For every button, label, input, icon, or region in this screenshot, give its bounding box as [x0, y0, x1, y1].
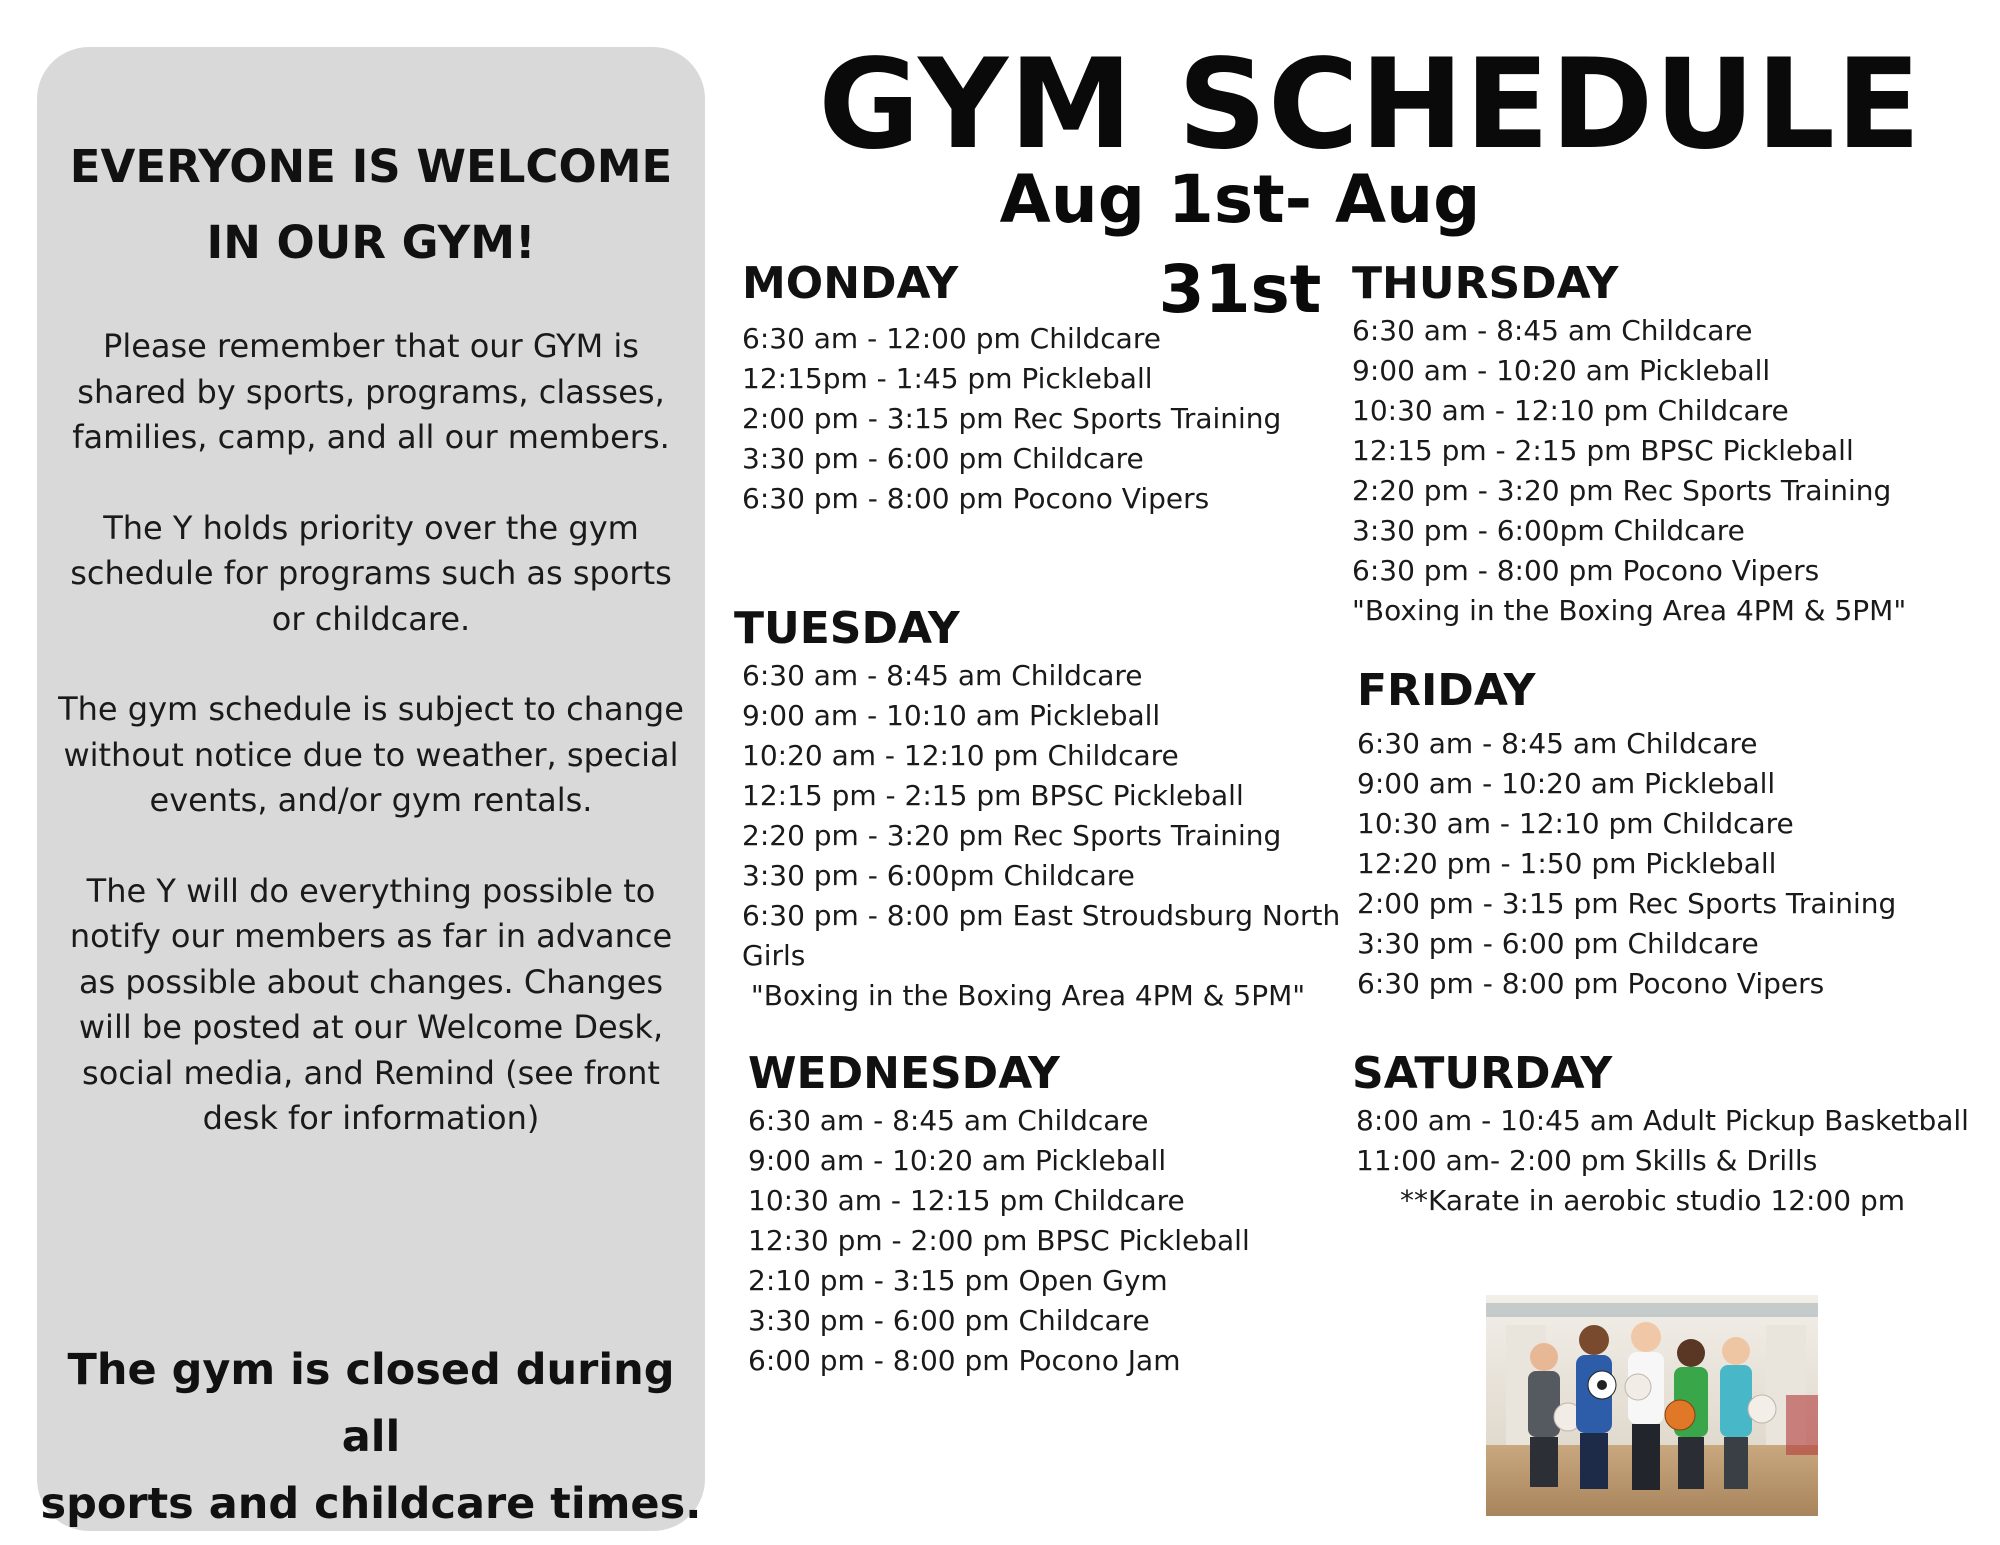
policy-line: families, camp, and all our members.: [72, 418, 670, 456]
day-heading: FRIDAY: [1357, 665, 1536, 716]
schedule-item: 6:30 am - 8:45 am Childcare: [748, 1104, 1149, 1137]
policy-paragraph: [57, 506, 685, 643]
schedule-item: 10:20 am - 12:10 pm Childcare: [742, 739, 1179, 772]
schedule-item: 3:30 pm - 6:00 pm Childcare: [742, 442, 1144, 475]
day-monday: [742, 257, 1281, 519]
policy-line: will be posted at our Welcome Desk,: [78, 1008, 664, 1046]
schedule-item: 6:30 am - 12:00 pm Childcare: [742, 322, 1161, 355]
schedule-item: 2:20 pm - 3:20 pm Rec Sports Training: [1352, 474, 1892, 507]
day-heading: SATURDAY: [1352, 1048, 1613, 1099]
closed-notice: [37, 1337, 705, 1538]
policy-line: Please remember that our GYM is: [103, 327, 639, 365]
schedule-item: 2:10 pm - 3:15 pm Open Gym: [748, 1264, 1168, 1297]
schedule-list: [1352, 311, 1906, 631]
day-friday: [1357, 664, 1896, 1004]
day-heading: MONDAY: [742, 258, 959, 309]
schedule-item: 3:30 pm - 6:00pm Childcare: [1352, 514, 1745, 547]
karate-note: **Karate in aerobic studio 12:00 pm: [1400, 1184, 1906, 1217]
closed-notice-line-1: The gym is closed during all: [67, 1345, 675, 1462]
welcome-heading: [37, 129, 705, 281]
schedule-item: 10:30 am - 12:10 pm Childcare: [1357, 807, 1794, 840]
date-range: Aug 1st- Aug 31st: [999, 161, 1481, 328]
policy-line: without notice due to weather, special: [63, 735, 679, 774]
policy-paragraph: [57, 869, 685, 1142]
schedule-item: 12:15 pm - 2:15 pm BPSC Pickleball: [742, 779, 1244, 812]
schedule-item: 6:30 am - 8:45 am Childcare: [1352, 314, 1753, 347]
day-heading: WEDNESDAY: [748, 1048, 1060, 1099]
page-title: GYM SCHEDULE: [818, 33, 1922, 177]
schedule-item: 9:00 am - 10:10 am Pickleball: [742, 699, 1161, 732]
info-panel: [37, 47, 705, 1531]
schedule-list: [742, 656, 1340, 1016]
policy-line: schedule for programs such as sports: [70, 554, 672, 592]
day-heading: TUESDAY: [734, 603, 960, 654]
schedule-item: 11:00 am- 2:00 pm Skills & Drills: [1356, 1144, 1818, 1177]
schedule-item: 6:00 pm - 8:00 pm Pocono Jam: [748, 1344, 1181, 1377]
schedule-item: 2:00 pm - 3:15 pm Rec Sports Training: [1357, 887, 1897, 920]
schedule-list: [1357, 724, 1896, 1004]
schedule-item: 12:15 pm - 2:15 pm BPSC Pickleball: [1352, 434, 1854, 467]
policy-line: desk for information): [202, 1099, 540, 1137]
policy-line: or childcare.: [271, 599, 471, 638]
schedule-item: 10:30 am - 12:15 pm Childcare: [748, 1184, 1185, 1217]
schedule-item: 12:15pm - 1:45 pm Pickleball: [742, 362, 1153, 395]
schedule-item: 10:30 am - 12:10 pm Childcare: [1352, 394, 1789, 427]
welcome-heading-line-2: IN OUR GYM!: [206, 216, 536, 269]
kids-sports-photo: [1486, 1295, 1818, 1516]
schedule-item: "Boxing in the Boxing Area 4PM & 5PM": [1352, 594, 1907, 627]
policy-line: notify our members as far in advance: [69, 917, 673, 955]
schedule-item: 12:30 pm - 2:00 pm BPSC Pickleball: [748, 1224, 1250, 1257]
welcome-heading-line-1: EVERYONE IS WELCOME: [69, 140, 673, 193]
schedule-list: [742, 319, 1281, 519]
schedule-item: "Boxing in the Boxing Area 4PM & 5PM": [742, 979, 1306, 1012]
policy-line: as possible about changes. Changes: [78, 962, 664, 1001]
day-saturday: [1352, 1047, 1969, 1221]
schedule-item: 3:30 pm - 6:00pm Childcare: [742, 859, 1135, 892]
schedule-item: 9:00 am - 10:20 am Pickleball: [748, 1144, 1167, 1177]
schedule-item: 2:20 pm - 3:20 pm Rec Sports Training: [742, 819, 1282, 852]
schedule-item: 6:30 am - 8:45 am Childcare: [742, 659, 1143, 692]
schedule-item: 6:30 pm - 8:00 pm Pocono Vipers: [742, 482, 1210, 515]
policy-line: The Y holds priority over the gym: [103, 508, 639, 547]
day-wednesday: [748, 1047, 1250, 1381]
closed-notice-line-2: sports and childcare times.: [40, 1479, 702, 1529]
policy-line: events, and/or gym rentals.: [149, 781, 593, 819]
schedule-item: Girls: [742, 939, 806, 972]
day-heading: THURSDAY: [1352, 258, 1619, 309]
schedule-list: [1356, 1101, 1969, 1221]
schedule-item: 9:00 am - 10:20 am Pickleball: [1357, 767, 1776, 800]
schedule-item: 6:30 pm - 8:00 pm Pocono Vipers: [1357, 967, 1825, 1000]
schedule-item: 6:30 am - 8:45 am Childcare: [1357, 727, 1758, 760]
policy-line: social media, and Remind (see front: [82, 1053, 660, 1092]
schedule-item: 9:00 am - 10:20 am Pickleball: [1352, 354, 1771, 387]
day-tuesday: [734, 602, 1340, 1016]
policy-line: shared by sports, programs, classes,: [77, 372, 665, 411]
schedule-item: 8:00 am - 10:45 am Adult Pickup Basketball: [1356, 1104, 1969, 1137]
schedule-item: 3:30 pm - 6:00 pm Childcare: [748, 1304, 1150, 1337]
kids-illustration: [1486, 1295, 1818, 1516]
policy-text: [57, 324, 685, 1187]
schedule-item: 3:30 pm - 6:00 pm Childcare: [1357, 927, 1759, 960]
schedule-item: 6:30 pm - 8:00 pm East Stroudsburg North: [742, 899, 1341, 932]
schedule-item: 12:20 pm - 1:50 pm Pickleball: [1357, 847, 1777, 880]
policy-line: The gym schedule is subject to change: [58, 690, 684, 728]
policy-paragraph: [57, 324, 685, 461]
schedule-item: 6:30 pm - 8:00 pm Pocono Vipers: [1352, 554, 1820, 587]
policy-line: The Y will do everything possible to: [86, 871, 656, 910]
schedule-item: 2:00 pm - 3:15 pm Rec Sports Training: [742, 402, 1282, 435]
schedule-list: [748, 1101, 1250, 1381]
day-thursday: [1352, 257, 1906, 631]
policy-paragraph: [57, 687, 685, 824]
